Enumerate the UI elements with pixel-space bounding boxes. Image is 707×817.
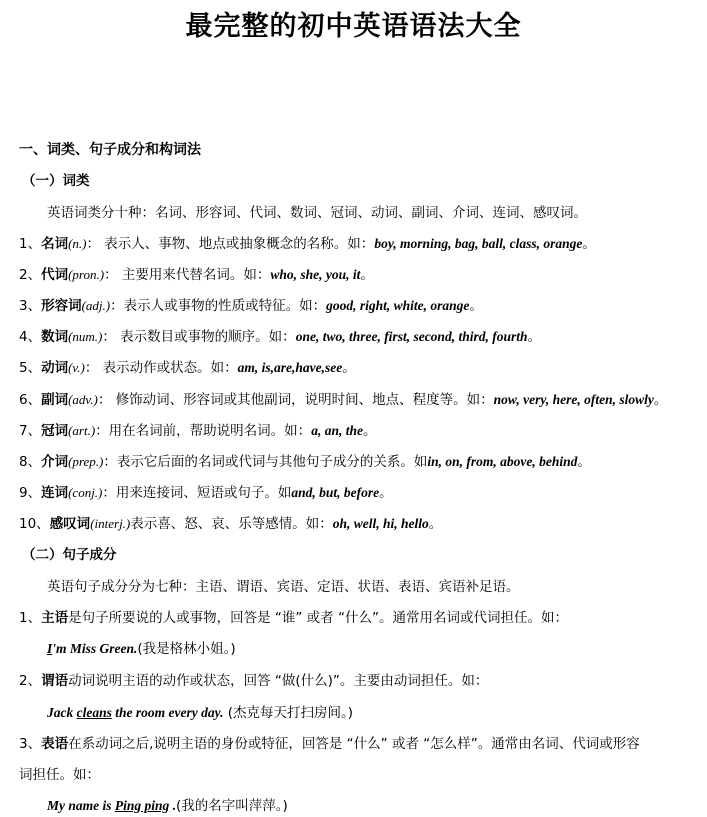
list-item	[19, 359, 356, 377]
example-text-pre: Jack	[47, 705, 77, 720]
item-number: 5、	[19, 360, 42, 376]
component-description: 在系动词之后,说明主语的身份或特征，回答是 “什么” 或者 “怎么样”。通常由名词、代词或形容	[68, 736, 640, 752]
part-of-speech-term: 副词	[41, 392, 69, 408]
example-text-pre: My name is	[47, 798, 115, 813]
item-end-punctuation: 。	[469, 298, 483, 314]
item-end-punctuation: 。	[582, 236, 596, 252]
item-description: ： 主要用来代替名词。如：	[104, 267, 271, 283]
component-predicative-continued: 词担任。如：	[19, 767, 100, 783]
component-description: 动词说明主语的动作或状态，回答 “做(什么)”。主要由动词担任。如：	[68, 673, 489, 689]
item-number: 2、	[19, 673, 42, 689]
item-end-punctuation: 。	[342, 360, 356, 376]
component-subject	[19, 609, 568, 627]
list-item	[19, 391, 667, 409]
item-description: ： 表示动作或状态。如：	[84, 360, 238, 376]
item-description: ： 表示人、事物、地点或抽象概念的名称。如：	[86, 236, 375, 252]
example-subject	[47, 640, 236, 658]
item-end-punctuation: 。	[360, 267, 374, 283]
example-words: a, an, the	[311, 423, 363, 438]
example-underlined: cleans	[76, 705, 112, 720]
example-text-post: the room every day.	[111, 705, 224, 720]
example-words: in, on, from, above, behind	[427, 454, 578, 469]
component-description: 是句子所要说的人或事物，回答是 “谁” 或者 “什么”。通常用名词或代词担任。如：	[68, 610, 568, 626]
component-predicative	[19, 735, 640, 753]
item-description: ：表示它后面的名词或代词与其他句子成分的关系。如	[103, 454, 428, 470]
example-words: and, but, before	[291, 485, 380, 500]
list-item	[19, 235, 596, 253]
example-text-post: .	[169, 798, 177, 813]
example-words: am, is,are,have,see	[237, 360, 343, 375]
example-underlined: I	[47, 641, 53, 656]
part-of-speech-term: 名词	[41, 236, 69, 252]
intro-paragraph-components: 英语句子成分分为七种：主语、谓语、宾语、定语、状语、表语、宾语补足语。	[47, 579, 520, 595]
part-of-speech-term: 冠词	[41, 423, 69, 439]
item-number: 10、	[19, 516, 50, 532]
part-of-speech-term: 数词	[41, 329, 69, 345]
intro-paragraph: 英语词类分十种：名词、形容词、代词、数词、冠词、动词、副词、介词、连词、感叹词。	[47, 205, 587, 221]
example-underlined: Ping ping	[114, 798, 170, 813]
component-predicate	[19, 672, 488, 690]
item-description: ： 表示数目或事物的顺序。如：	[102, 329, 296, 345]
part-of-speech-term: 代词	[41, 267, 69, 283]
subsection-heading-parts-of-speech: （一）词类	[22, 173, 90, 189]
item-description: ：用在名词前，帮助说明名词。如：	[95, 423, 312, 439]
abbreviation: (interj.)	[90, 516, 131, 531]
abbreviation: (prep.)	[68, 454, 104, 469]
part-of-speech-term: 感叹词	[49, 516, 91, 532]
list-item	[19, 266, 374, 284]
item-description: ：用来连接词、短语或句子。如	[102, 485, 292, 501]
example-words: now, very, here, often, slowly	[493, 392, 654, 407]
abbreviation: (pron.)	[68, 267, 105, 282]
example-words: one, two, three, first, second, third, fourth	[295, 329, 528, 344]
list-item	[19, 297, 483, 315]
abbreviation: (n.)	[68, 236, 87, 251]
item-number: 3、	[19, 298, 42, 314]
item-end-punctuation: 。	[379, 485, 393, 501]
list-item	[19, 422, 376, 440]
list-item	[19, 515, 442, 533]
example-words: good, right, white, orange	[326, 298, 470, 313]
item-number: 8、	[19, 454, 42, 470]
example-predicate	[47, 704, 353, 722]
abbreviation: (v.)	[68, 360, 85, 375]
part-of-speech-term: 形容词	[41, 298, 82, 314]
item-description: ：表示人或事物的性质或特征。如：	[110, 298, 327, 314]
item-description: 表示喜、怒、哀、乐等感情。如：	[130, 516, 333, 532]
part-of-speech-term: 动词	[41, 360, 69, 376]
abbreviation: (num.)	[68, 329, 103, 344]
component-term: 表语	[41, 736, 69, 752]
abbreviation: (conj.)	[68, 485, 103, 500]
example-words: oh, well, hi, hello	[332, 516, 429, 531]
part-of-speech-term: 连词	[41, 485, 69, 501]
example-words: boy, morning, bag, ball, class, orange	[374, 236, 583, 251]
item-number: 4、	[19, 329, 42, 345]
part-of-speech-term: 介词	[41, 454, 69, 470]
item-number: 6、	[19, 392, 42, 408]
item-number: 7、	[19, 423, 42, 439]
list-item	[19, 328, 541, 346]
item-number: 2、	[19, 267, 42, 283]
example-text-post: 'm Miss Green.	[52, 641, 138, 656]
list-item	[19, 484, 393, 502]
item-end-punctuation: 。	[428, 516, 443, 532]
item-end-punctuation: 。	[653, 392, 668, 408]
example-translation: (杰克每天打扫房间。)	[223, 705, 354, 721]
item-end-punctuation: 。	[527, 329, 541, 345]
page-title: 最完整的初中英语语法大全	[185, 11, 522, 42]
example-predicative	[47, 797, 288, 815]
abbreviation: (adv.)	[68, 392, 98, 407]
abbreviation: (art.)	[68, 423, 96, 438]
list-item	[19, 453, 591, 471]
abbreviation: (adj.)	[81, 298, 111, 313]
item-end-punctuation: 。	[362, 423, 377, 439]
section-heading: 一、词类、句子成分和构词法	[19, 142, 201, 158]
example-translation: (我是格林小姐。)	[137, 641, 236, 657]
item-number: 1、	[19, 236, 42, 252]
item-number: 3、	[19, 736, 42, 752]
item-number: 9、	[19, 485, 42, 501]
item-end-punctuation: 。	[577, 454, 591, 470]
example-translation: (我的名字叫萍萍。)	[176, 798, 288, 814]
subsection-heading-sentence-components: （二）句子成分	[22, 547, 117, 563]
component-term: 谓语	[41, 673, 69, 689]
item-description: ： 修饰动词、形容词或其他副词，说明时间、地点、程度等。如：	[97, 392, 494, 408]
example-words: who, she, you, it	[270, 267, 361, 282]
component-term: 主语	[41, 610, 69, 626]
item-number: 1、	[19, 610, 42, 626]
